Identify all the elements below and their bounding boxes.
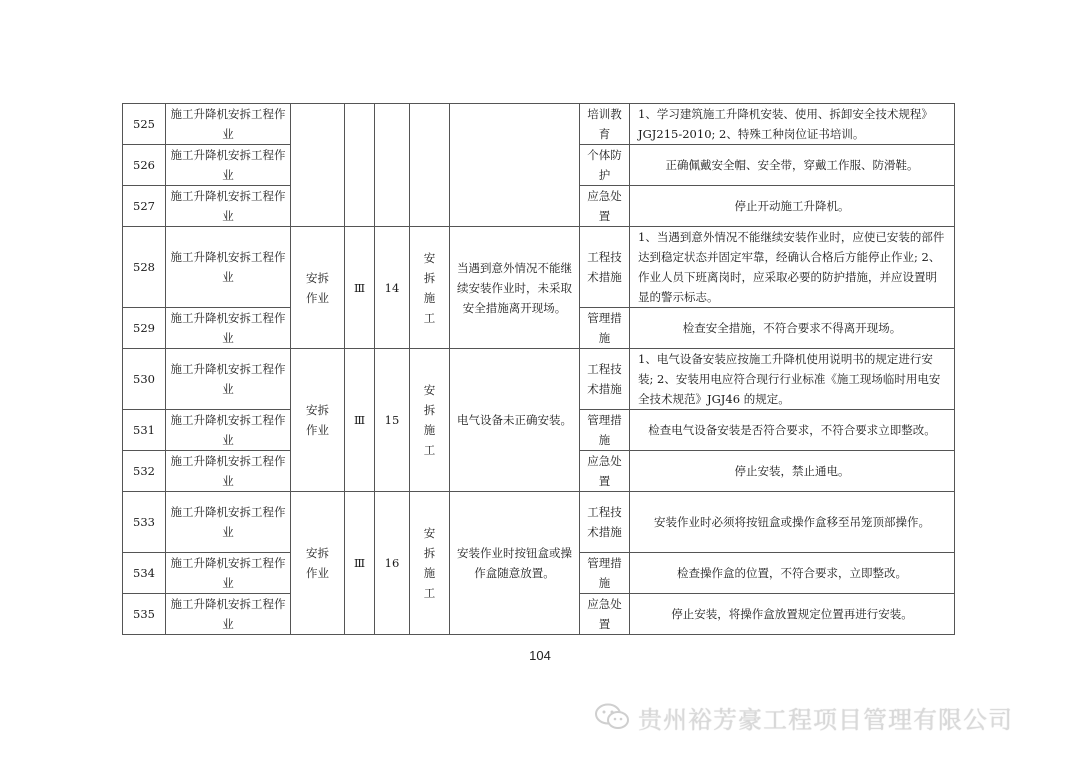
table-row [123, 492, 955, 553]
measure-text: 1、学习建筑施工升降机安装、使用、拆卸安全技术规程》JGJ215-2010; 2、特殊工种岗位证书培训。 [630, 104, 955, 145]
project-name: 施工升降机安拆工程作业 [166, 594, 291, 635]
measure-text: 停止安装，将操作盒放置规定位置再进行安装。 [630, 594, 955, 635]
stage-cell: 安拆施工 [410, 227, 450, 349]
measure-text: 1、当遇到意外情况不能继续安装作业时，应使已安装的部件达到稳定状态并固定牢靠，经确认合格后方能停止作业; 2、作业人员下班离岗时，应采取必要的防护措施，并应设置明显的警示标志。 [630, 227, 955, 308]
measure-type: 工程技术措施 [580, 227, 630, 308]
category-cell: 安拆作业 [291, 492, 345, 635]
project-name: 施工升降机安拆工程作业 [166, 492, 291, 553]
category-cell: 安拆作业 [291, 349, 345, 492]
hazard-measure-table [122, 103, 955, 635]
seq-cell: 16 [375, 492, 410, 635]
project-name: 施工升降机安拆工程作业 [166, 410, 291, 451]
measure-type: 应急处置 [580, 594, 630, 635]
watermark [594, 697, 1013, 737]
table-row [123, 104, 955, 145]
hazard-cell [450, 104, 580, 227]
measure-text: 停止安装，禁止通电。 [630, 451, 955, 492]
measure-type: 工程技术措施 [580, 349, 630, 410]
row-number: 529 [123, 308, 166, 349]
row-number: 530 [123, 349, 166, 410]
measure-text: 正确佩戴安全帽、安全带，穿戴工作服、防滑鞋。 [630, 145, 955, 186]
level-cell: Ⅲ [345, 227, 375, 349]
hazard-cell: 当遇到意外情况不能继续安装作业时，未采取安全措施离开现场。 [450, 227, 580, 349]
page-number: 104 [529, 648, 551, 663]
level-cell: Ⅲ [345, 492, 375, 635]
wechat-logo-icon [594, 702, 630, 732]
row-number: 535 [123, 594, 166, 635]
measure-text: 检查操作盒的位置，不符合要求，立即整改。 [630, 553, 955, 594]
project-name: 施工升降机安拆工程作业 [166, 186, 291, 227]
measure-text: 1、电气设备安装应按施工升降机使用说明书的规定进行安装; 2、安装用电应符合现行行业标准《施工现场临时用电安全技术规范》JGJ46 的规定。 [630, 349, 955, 410]
row-number: 531 [123, 410, 166, 451]
table-row [123, 227, 955, 308]
measure-type: 应急处置 [580, 186, 630, 227]
project-name: 施工升降机安拆工程作业 [166, 553, 291, 594]
row-number: 526 [123, 145, 166, 186]
row-number: 528 [123, 227, 166, 308]
row-number: 525 [123, 104, 166, 145]
project-name: 施工升降机安拆工程作业 [166, 451, 291, 492]
measure-text: 检查安全措施，不符合要求不得离开现场。 [630, 308, 955, 349]
row-number: 534 [123, 553, 166, 594]
level-cell: Ⅲ [345, 349, 375, 492]
category-cell: 安拆作业 [291, 227, 345, 349]
level-cell [345, 104, 375, 227]
measure-type: 应急处置 [580, 451, 630, 492]
measure-text: 检查电气设备安装是否符合要求，不符合要求立即整改。 [630, 410, 955, 451]
row-number: 532 [123, 451, 166, 492]
row-number: 527 [123, 186, 166, 227]
hazard-cell: 电气设备未正确安装。 [450, 349, 580, 492]
project-name: 施工升降机安拆工程作业 [166, 308, 291, 349]
measure-type: 管理措施 [580, 410, 630, 451]
measure-type: 个体防护 [580, 145, 630, 186]
measure-type: 管理措施 [580, 308, 630, 349]
project-name: 施工升降机安拆工程作业 [166, 145, 291, 186]
seq-cell [375, 104, 410, 227]
project-name: 施工升降机安拆工程作业 [166, 227, 291, 308]
stage-cell: 安拆施工 [410, 492, 450, 635]
stage-cell: 安拆施工 [410, 349, 450, 492]
measure-type: 培训教育 [580, 104, 630, 145]
project-name: 施工升降机安拆工程作业 [166, 104, 291, 145]
stage-cell [410, 104, 450, 227]
measure-text: 安装作业时必须将按钮盒或操作盒移至吊笼顶部操作。 [630, 492, 955, 553]
seq-cell: 15 [375, 349, 410, 492]
measure-type: 管理措施 [580, 553, 630, 594]
seq-cell: 14 [375, 227, 410, 349]
measure-text: 停止开动施工升降机。 [630, 186, 955, 227]
category-cell [291, 104, 345, 227]
measure-type: 工程技术措施 [580, 492, 630, 553]
project-name: 施工升降机安拆工程作业 [166, 349, 291, 410]
row-number: 533 [123, 492, 166, 553]
hazard-cell: 安装作业时按钮盒或操作盒随意放置。 [450, 492, 580, 635]
watermark-text: 贵州裕芳豪工程项目管理有限公司 [638, 705, 1013, 734]
table-row [123, 349, 955, 410]
